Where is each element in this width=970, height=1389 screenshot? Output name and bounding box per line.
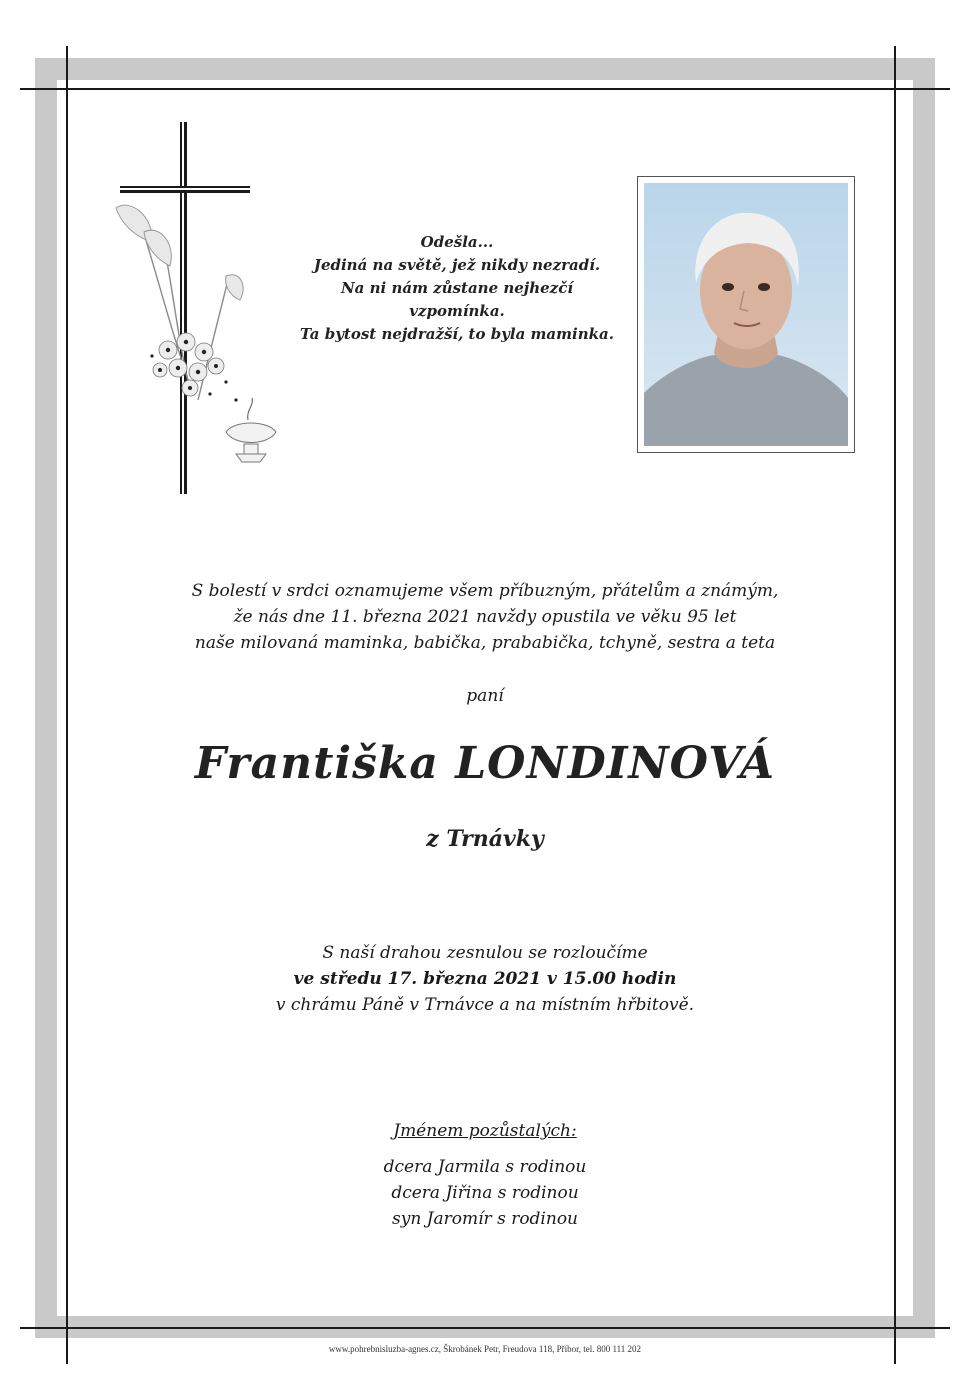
- poem-line: Jediná na světě, jež nikdy nezradí.: [313, 256, 601, 274]
- ceremony-info: [0, 940, 970, 1018]
- survivor-item: dcera Jiřina s rodinou: [391, 1183, 579, 1203]
- ceremony-place: v chrámu Páně v Trnávce a na místním hřbitově.: [275, 995, 695, 1015]
- survivor-item: dcera Jarmila s rodinou: [383, 1157, 587, 1177]
- poem-line: Ta bytost nejdražší, to byla maminka.: [300, 325, 614, 343]
- footer-contact: www.pohrebnisluzba-agnes.cz, Škrobánek Petr, Freudova 118, Příbor, tel. 800 111 202: [328, 1344, 642, 1354]
- poem: [292, 231, 622, 346]
- cross-with-lilies-icon: [108, 120, 298, 500]
- survivor-item: syn Jaromír s rodinou: [391, 1209, 579, 1229]
- survivors-heading: Jménem pozůstalých:: [393, 1121, 577, 1141]
- deceased-name: Františka LONDINOVÁ: [194, 738, 776, 789]
- announcement-line: že nás dne 11. března 2021 navždy opustila ve věku 95 let: [233, 607, 737, 627]
- announcement: [0, 578, 970, 656]
- honorific: paní: [466, 686, 504, 706]
- frame-band-top: [35, 58, 935, 80]
- poem-line: Odešla...: [420, 233, 494, 251]
- ceremony-line: S naší drahou zesnulou se rozloučíme: [322, 943, 648, 963]
- ceremony-datetime: ve středu 17. března 2021 v 15.00 hodin: [293, 969, 677, 989]
- portrait-photo: [637, 176, 855, 453]
- announcement-line: naše milovaná maminka, babička, prababička, tchyně, sestra a teta: [194, 633, 776, 653]
- origin: z Trnávky: [426, 826, 544, 852]
- survivors: [0, 1118, 970, 1232]
- frame-line-top: [20, 88, 950, 90]
- poem-line: Na ni nám zůstane nejhezčí vzpomínka.: [340, 279, 574, 320]
- announcement-line: S bolestí v srdci oznamujeme všem příbuzným, přátelům a známým,: [191, 581, 779, 601]
- frame-line-bottom: [20, 1327, 950, 1329]
